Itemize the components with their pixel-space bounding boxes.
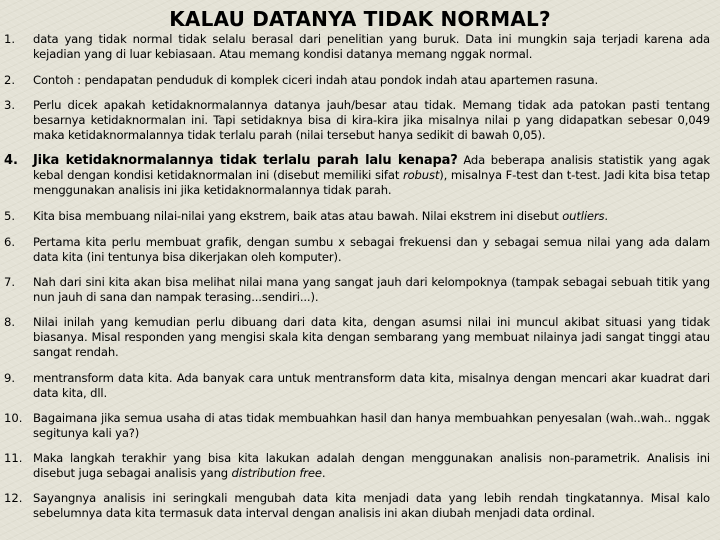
list-item-number: 6. <box>4 235 16 249</box>
list-item-text-part: Kita bisa membuang nilai-nilai yang ekstrem, baik atas atau bawah. Nilai ekstrem ini disebut <box>33 209 563 223</box>
list-item-number: 5. <box>4 209 16 223</box>
list-item-number: 8. <box>4 315 16 329</box>
list-item <box>4 371 710 401</box>
list-item-text-part: . <box>321 466 326 480</box>
list-item <box>4 209 710 224</box>
list-item-italic-term: outliers <box>562 209 605 223</box>
list-item-text: data yang tidak normal tidak selalu berasal dari penelitian yang buruk. Data ini mungkin saja terjadi karena ada kejadian yang di luar kebiasaan. Atau memang kondisi datanya memang nggak normal. <box>33 32 710 61</box>
list-item <box>4 73 710 88</box>
list-item-text-part: ), misalnya F-test dan t-test. Jadi kita bisa tetap menggunakan analisis ini jika ketidaknormalannya tidak parah. <box>33 168 710 197</box>
list-item-text <box>33 153 710 198</box>
list-item-lead: Jika ketidaknormalannya tidak terlalu parah lalu kenapa? <box>33 153 458 168</box>
list-item-italic-term: robust <box>402 168 440 182</box>
list-item-text: Sayangnya analisis ini seringkali mengubah data kita menjadi data yang lebih rendah tingkatannya. Misal kalo sebelumnya data kita termasuk data interval dengan analisis ini akan diubah menjadi data ordinal. <box>33 491 710 520</box>
list-item-text: Perlu dicek apakah ketidaknormalannya datanya jauh/besar atau tidak. Memang tidak ada patokan pasti tentang besarnya ketidaknormalan ini. Tapi setidaknya bisa di kira-kira jika misalnya nilai p yang didapatkan sebesar 0,049 maka ketidaknormalannya tidak terlalu parah (nilai tersebut hanya sedikit di bawah 0,05). <box>33 98 710 142</box>
list-item <box>4 315 710 360</box>
list-item <box>4 451 710 481</box>
list-item-text-part: Maka langkah terakhir yang bisa kita lakukan adalah dengan menggunakan analisis non-parametrik. Analisis ini disebut juga sebagai analisis yang <box>33 451 710 480</box>
list-item-text: Nilai inilah yang kemudian perlu dibuang dari data kita, dengan asumsi nilai ini muncul akibat situasi yang tidak biasanya. Misal responden yang mengisi skala kita dengan sembarang yang membuat nilainya jadi sangat tinggi atau sangat rendah. <box>33 315 710 359</box>
list-item-text: Contoh : pendapatan penduduk di komplek ciceri indah atau pondok indah atau apartemen rasuna. <box>33 73 599 87</box>
list-item <box>4 275 710 305</box>
list-item-number: 2. <box>4 73 16 87</box>
list-item-text: Bagaimana jika semua usaha di atas tidak membuahkan hasil dan hanya membuahkan penyesalan (wah..wah.. nggak segitunya kali ya?) <box>33 411 710 440</box>
list-item-text-part: . <box>604 209 608 223</box>
list-item <box>4 32 710 62</box>
list-item <box>4 98 710 143</box>
list-item-text <box>33 209 710 224</box>
list-item-text <box>33 451 710 481</box>
list-item-text: Pertama kita perlu membuat grafik, dengan sumbu x sebagai frekuensi dan y sebagai semua nilai yang ada dalam data kita (ini tentunya bisa dikerjakan oleh komputer). <box>33 235 710 264</box>
list-item-number: 11. <box>4 451 23 465</box>
list-item-number: 1. <box>4 32 16 46</box>
list-item <box>4 491 710 521</box>
list-item-number: 10. <box>4 411 23 425</box>
list-item-number: 3. <box>4 98 16 112</box>
list-item-number: 4. <box>4 153 18 168</box>
page-title: KALAU DATANYA TIDAK NORMAL? <box>169 7 551 31</box>
list-item <box>4 411 710 441</box>
list-item <box>4 235 710 265</box>
list-item-number: 9. <box>4 371 16 385</box>
list-item-italic-term: distribution free <box>231 466 322 480</box>
list-item-number: 7. <box>4 275 16 289</box>
list-item-number: 12. <box>4 491 23 505</box>
list-item-text: mentransform data kita. Ada banyak cara untuk mentransform data kita, misalnya dengan mencari akar kuadrat dari data kita, dll. <box>33 371 710 400</box>
list-item <box>4 153 710 198</box>
list-item-text-part: Ada beberapa analisis statistik yang agak kebal dengan kondisi ketidaknormalan ini (disebut memiliki sifat <box>33 153 710 182</box>
list-item-text: Nah dari sini kita akan bisa melihat nilai mana yang sangat jauh dari kelompoknya (tampak sebagai sebuah titik yang nun jauh di sana dan nampak terasing...sendiri...). <box>33 275 710 304</box>
